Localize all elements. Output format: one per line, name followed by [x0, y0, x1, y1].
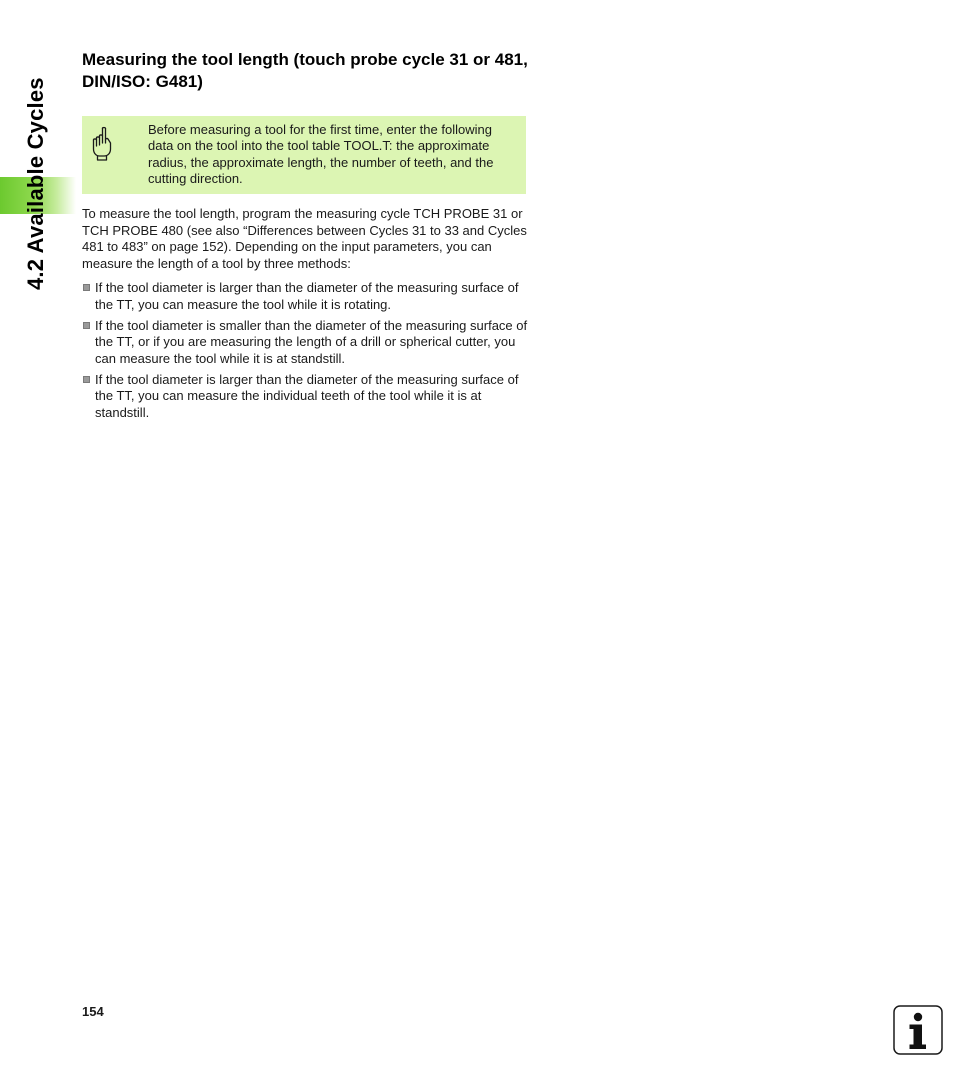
list-item [82, 280, 528, 313]
page-heading: Measuring the tool length (touch probe cycle 31 or 481, DIN/ISO: G481) [82, 50, 528, 91]
list-item [82, 372, 528, 422]
section-side-title: 4.2 Available Cycles [23, 77, 48, 290]
list-item-text: If the tool diameter is smaller than the diameter of the measuring surface of the TT, or if you are measuring the length of a drill or spherical cutter, you can measure the tool while it is at standstill. [95, 317, 528, 366]
info-icon [893, 1005, 943, 1055]
square-bullet-icon [83, 322, 90, 329]
note-text: Before measuring a tool for the first time, enter the following data on the tool into the tool table TOOL.T: the approximate radius, the approximate length, the number of teeth, and the cutting direction. [148, 122, 494, 186]
list-item [82, 318, 528, 368]
method-list [82, 280, 528, 426]
intro-paragraph: To measure the tool length, program the measuring cycle TCH PROBE 31 or TCH PROBE 480 (see also “Differences between Cycles 31 to 33 and Cycles 481 to 483” on page 152). Depending on the input parameters, you can measure the length of a tool by three methods: [82, 206, 527, 271]
pointing-hand-icon [90, 126, 114, 162]
square-bullet-icon [83, 376, 90, 383]
list-item-text: If the tool diameter is larger than the diameter of the measuring surface of the TT, you can measure the tool while it is rotating. [95, 280, 519, 312]
note-box [82, 116, 526, 194]
page-number: 154 [82, 1004, 104, 1019]
square-bullet-icon [83, 284, 90, 291]
list-item-text: If the tool diameter is larger than the diameter of the measuring surface of the TT, you can measure the individual teeth of the tool while it is at standstill. [95, 371, 519, 420]
